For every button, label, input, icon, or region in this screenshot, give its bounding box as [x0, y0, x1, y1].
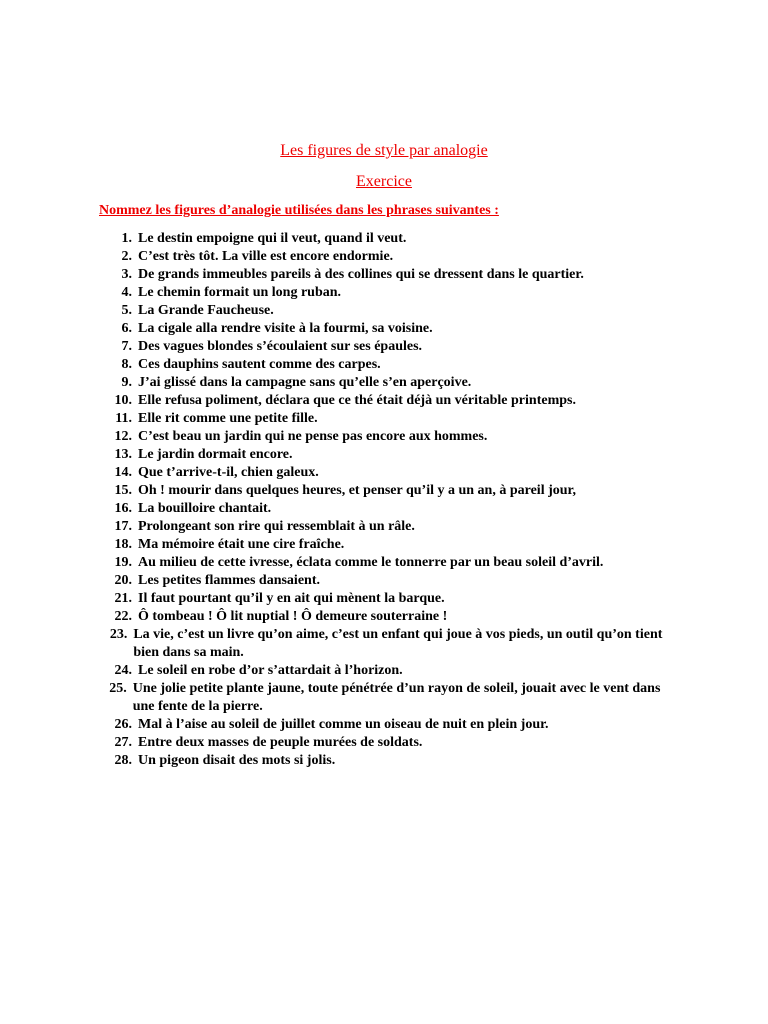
list-item-number: 5.	[121, 303, 132, 318]
list-item-text: Le destin empoigne qui il veut, quand il veut.	[138, 231, 407, 246]
list-item	[105, 338, 665, 356]
list-item	[105, 446, 665, 464]
list-item	[105, 680, 665, 716]
list-item	[105, 572, 665, 590]
list-item-text: Le jardin dormait encore.	[138, 447, 293, 462]
list-item	[105, 554, 665, 572]
list-item	[105, 392, 665, 410]
list-item-number: 18.	[114, 537, 132, 552]
list-item-text: Il faut pourtant qu’il y en ait qui mènent la barque.	[138, 591, 445, 606]
list-item-number: 20.	[114, 573, 132, 588]
list-item	[105, 716, 665, 734]
list-item-number: 19.	[114, 555, 132, 570]
list-item-number: 7.	[121, 339, 132, 354]
list-item-text: Que t’arrive-t-il, chien galeux.	[138, 465, 319, 480]
exercise-instruction: Nommez les figures d’analogie utilisées dans les phrases suivantes :	[99, 203, 499, 218]
list-item	[105, 374, 665, 392]
list-item-text: Prolongeant son rire qui ressemblait à un râle.	[138, 519, 415, 534]
list-item-number: 9.	[121, 375, 132, 390]
list-item-number: 26.	[114, 717, 132, 732]
list-item-text: Les petites flammes dansaient.	[138, 573, 320, 588]
list-item	[105, 266, 665, 284]
list-item-text: La vie, c’est un livre qu’on aime, c’est un enfant qui joue à vos pieds, un outil qu’on tient bien dans sa main.	[133, 627, 663, 660]
document-subtitle: Exercice	[356, 173, 412, 190]
list-item	[105, 356, 665, 374]
list-item	[105, 428, 665, 446]
list-item-text: C’est beau un jardin qui ne pense pas encore aux hommes.	[138, 429, 488, 444]
list-item	[105, 230, 665, 248]
list-item	[105, 662, 665, 680]
list-item	[105, 464, 665, 482]
list-item	[105, 302, 665, 320]
list-item-text: J’ai glissé dans la campagne sans qu’elle s’en aperçoive.	[138, 375, 472, 390]
list-item-number: 8.	[121, 357, 132, 372]
list-item-text: Ces dauphins sautent comme des carpes.	[138, 357, 381, 372]
list-item-number: 27.	[114, 735, 132, 750]
list-item	[105, 752, 665, 770]
list-item	[105, 320, 665, 338]
list-item-number: 22.	[114, 609, 132, 624]
list-item-number: 16.	[114, 501, 132, 516]
list-item-text: La bouilloire chantait.	[138, 501, 272, 516]
list-item-text: La Grande Faucheuse.	[138, 303, 274, 318]
list-item	[105, 608, 665, 626]
list-item	[105, 500, 665, 518]
list-item	[105, 284, 665, 302]
list-item	[105, 626, 665, 662]
list-item-number: 1.	[121, 231, 132, 246]
list-item-text: Une jolie petite plante jaune, toute pénétrée d’un rayon de soleil, jouait avec le vent dans une fente de la pierre.	[132, 681, 661, 714]
list-item-text: Ô tombeau ! Ô lit nuptial ! Ô demeure souterraine !	[138, 609, 448, 624]
list-item-number: 15.	[114, 483, 132, 498]
list-item-number: 28.	[114, 753, 132, 768]
list-item-number: 24.	[114, 663, 132, 678]
list-item	[105, 734, 665, 752]
list-item-text: La cigale alla rendre visite à la fourmi, sa voisine.	[138, 321, 433, 336]
list-item-text: Mal à l’aise au soleil de juillet comme un oiseau de nuit en plein jour.	[138, 717, 549, 732]
list-item-text: Des vagues blondes s’écoulaient sur ses épaules.	[138, 339, 423, 354]
list-item-text: Un pigeon disait des mots si jolis.	[138, 753, 336, 768]
list-item-text: Le soleil en robe d’or s’attardait à l’horizon.	[138, 663, 403, 678]
list-item-number: 3.	[121, 267, 132, 282]
list-item-number: 14.	[114, 465, 132, 480]
list-item-text: Elle rit comme une petite fille.	[138, 411, 318, 426]
list-item-text: Elle refusa poliment, déclara que ce thé était déjà un véritable printemps.	[138, 393, 576, 408]
list-item-number: 17.	[114, 519, 132, 534]
list-item	[105, 248, 665, 266]
list-item-text: De grands immeubles pareils à des collines qui se dressent dans le quartier.	[138, 267, 584, 282]
list-item	[105, 536, 665, 554]
document-title: Les figures de style par analogie	[280, 142, 488, 159]
list-item	[105, 482, 665, 500]
list-item	[105, 518, 665, 536]
sentence-list	[105, 230, 665, 770]
list-item-number: 6.	[121, 321, 132, 336]
list-item-number: 2.	[121, 249, 132, 264]
list-item-text: C’est très tôt. La ville est encore endormie.	[138, 249, 394, 264]
list-item-number: 25.	[109, 681, 127, 696]
list-item-text: Entre deux masses de peuple murées de soldats.	[138, 735, 423, 750]
list-item-text: Au milieu de cette ivresse, éclata comme le tonnerre par un beau soleil d’avril.	[138, 555, 604, 570]
list-item-number: 21.	[114, 591, 132, 606]
list-item-text: Ma mémoire était une cire fraîche.	[138, 537, 345, 552]
list-item-number: 13.	[114, 447, 132, 462]
list-item-text: Oh ! mourir dans quelques heures, et penser qu’il y a un an, à pareil jour,	[138, 483, 576, 498]
list-item-number: 4.	[121, 285, 132, 300]
list-item-number: 23.	[109, 627, 128, 642]
list-item-text: Le chemin formait un long ruban.	[138, 285, 342, 300]
list-item-number: 11.	[115, 411, 132, 426]
list-item-number: 12.	[114, 429, 132, 444]
list-item-number: 10.	[114, 393, 132, 408]
list-item	[105, 590, 665, 608]
list-item	[105, 410, 665, 428]
